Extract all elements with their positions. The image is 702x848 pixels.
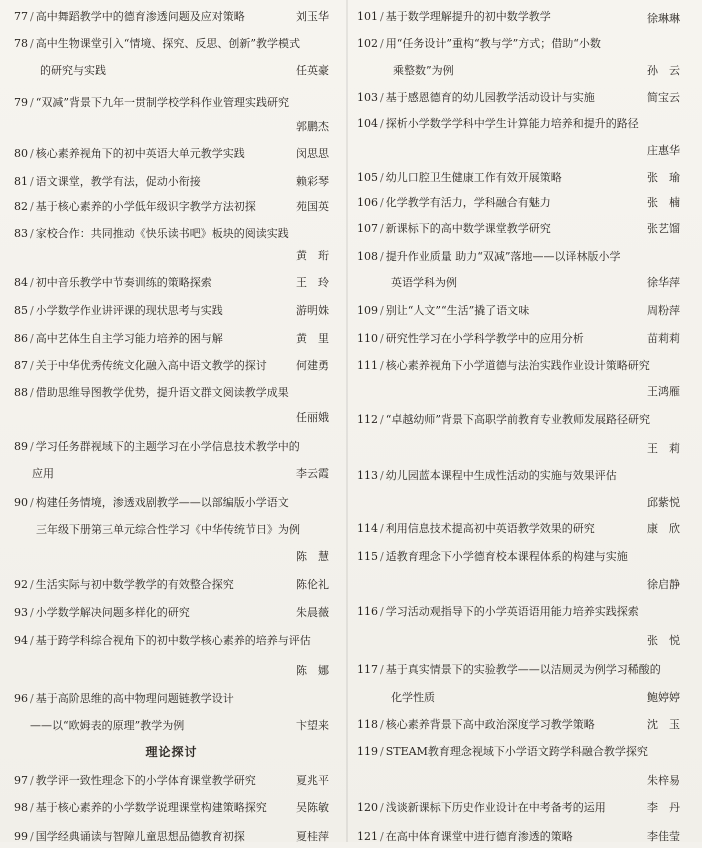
entry-title-continued: 三年级下册第三单元综合性学习《中华传统节日》为例 (36, 523, 300, 536)
entry-page-number: 117 (357, 663, 378, 676)
entry-author: 李 丹 (647, 801, 680, 814)
entry-title: 基于跨学科综合视角下的初中数学核心素养的培养与评估 (35, 634, 311, 647)
entry-title: 提升作业质量 助力“双减”落地——以译林版小学 (385, 250, 621, 263)
entry-page-number: 97 (14, 774, 28, 787)
entry-author: 徐琳琳 (647, 12, 680, 25)
toc-entry (14, 92, 304, 114)
entry-separator: / (380, 469, 384, 482)
entry-author: 王 玲 (296, 276, 329, 289)
toc-entry (14, 272, 304, 294)
toc-entry (14, 770, 304, 792)
entry-separator: / (30, 496, 34, 509)
entry-page-number: 121 (357, 830, 378, 843)
entry-title: 教学评一致性理念下的小学体育课堂教学研究 (35, 774, 256, 787)
entry-title: 生活实际与初中数学教学的有效整合探究 (35, 578, 234, 591)
toc-entry (14, 143, 304, 165)
entry-separator: / (30, 359, 34, 372)
entry-title: 基于真实情景下的实验教学——以洁厕灵为例学习稀酸的 (385, 663, 661, 676)
entry-page-number: 93 (14, 606, 28, 619)
entry-title: 构建任务情境，渗透戏剧教学——以部编版小学语文 (35, 496, 289, 509)
entry-page-number: 106 (357, 196, 378, 209)
entry-separator: / (30, 200, 34, 213)
entry-title: 学习任务群视域下的主题学习在小学信息技术教学中的 (35, 440, 300, 453)
entry-separator: / (380, 605, 384, 618)
toc-entry (14, 574, 304, 596)
entry-title: 在高中体育课堂中进行德育渗透的策略 (385, 830, 573, 843)
entry-page-number: 114 (357, 522, 378, 535)
entry-title: 国学经典诵读与智障儿童思想品德教育初探 (35, 830, 245, 843)
entry-author: 刘玉华 (296, 10, 329, 23)
entry-title: 化学教学有活力，学科融合有魅力 (385, 196, 551, 209)
entry-title: 基于核心素养的小学低年级识字教学方法初探 (35, 200, 256, 213)
entry-page-number: 77 (14, 10, 28, 23)
entry-author: 陈 慧 (296, 550, 329, 563)
entry-author: 郭鹏杰 (296, 120, 329, 133)
entry-author: 任英豪 (296, 64, 329, 77)
entry-separator: / (380, 830, 384, 843)
toc-entry (357, 826, 679, 848)
entry-title: “卓越幼师”背景下高职学前教育专业教师发展路径研究 (385, 413, 650, 426)
entry-page-number: 98 (14, 801, 28, 814)
toc-entry (357, 328, 679, 350)
entry-page-number: 111 (357, 359, 378, 372)
entry-page-number: 101 (357, 10, 378, 23)
entry-author: 黄 珩 (296, 249, 329, 262)
toc-entry (14, 382, 304, 404)
entry-title: 利用信息技术提高初中英语教学效果的研究 (385, 522, 595, 535)
entry-title: 高中艺体生自主学习能力培养的困与解 (35, 332, 223, 345)
entry-page-number: 89 (14, 440, 28, 453)
toc-entry (14, 826, 304, 848)
toc-entry (14, 602, 304, 624)
entry-separator: / (380, 91, 384, 104)
entry-separator: / (380, 745, 384, 758)
entry-title: 学习活动观指导下的小学英语语用能力培养实践探索 (385, 605, 639, 618)
entry-separator: / (30, 37, 34, 50)
entry-page-number: 120 (357, 801, 378, 814)
toc-entry (14, 196, 304, 218)
entry-separator: / (30, 578, 34, 591)
entry-author: 李佳莹 (647, 830, 680, 843)
toc-entry (14, 436, 304, 458)
toc-entry (14, 688, 304, 710)
entry-title: 核心素养视角下小学道德与法治实践作业设计策略研究 (385, 359, 650, 372)
entry-separator: / (380, 250, 384, 263)
entry-author: 何建勇 (296, 359, 329, 372)
entry-title: 适教育理念下小学德育校本课程体系的构建与实施 (385, 550, 628, 563)
toc-entry (357, 465, 679, 487)
toc-entry (14, 300, 304, 322)
entry-separator: / (380, 222, 384, 235)
entry-page-number: 88 (14, 386, 28, 399)
entry-separator: / (380, 332, 384, 345)
entry-page-number: 81 (14, 175, 28, 188)
entry-author: 庄惠华 (647, 144, 680, 157)
entry-page-number: 78 (14, 37, 28, 50)
entry-author: 夏桂萍 (296, 830, 329, 843)
entry-separator: / (380, 37, 384, 50)
entry-separator: / (30, 606, 34, 619)
entry-title: 基于高阶思维的高中物理问题链教学设计 (35, 692, 234, 705)
entry-author: 苑国英 (296, 200, 329, 213)
entry-title: 关于中华优秀传统文化融入高中语文教学的探讨 (35, 359, 267, 372)
section-heading: 理论探讨 (145, 745, 198, 759)
entry-title: 核心素养视角下的初中英语大单元教学实践 (35, 147, 245, 160)
entry-page-number: 86 (14, 332, 28, 345)
entry-title-continued: 英语学科为例 (391, 276, 457, 289)
toc-entry (357, 6, 679, 28)
toc-entry (357, 741, 679, 763)
entry-separator: / (380, 522, 384, 535)
entry-page-number: 99 (14, 830, 28, 843)
entry-separator: / (30, 440, 34, 453)
toc-entry (14, 6, 304, 28)
entry-separator: / (30, 304, 34, 317)
toc-entry (357, 300, 679, 322)
toc-entry (357, 601, 679, 623)
entry-title: 探析小学数学学科中学生计算能力培养和提升的路径 (385, 117, 639, 130)
toc-entry (14, 797, 304, 819)
entry-author: 吴陈敏 (296, 801, 329, 814)
entry-author: 张艺馏 (647, 222, 680, 235)
toc-entry (14, 355, 304, 377)
entry-title-continued: 乘整数”为例 (393, 64, 454, 77)
entry-separator: / (30, 175, 34, 188)
entry-page-number: 104 (357, 117, 378, 130)
entry-title: 基于核心素养的小学数学说理课堂构建策略探究 (35, 801, 267, 814)
entry-page-number: 110 (357, 332, 378, 345)
entry-separator: / (380, 196, 384, 209)
toc-entry (14, 328, 304, 350)
entry-separator: / (380, 550, 384, 563)
entry-author: 黄 里 (296, 332, 329, 345)
toc-entry (357, 546, 679, 568)
entry-page-number: 115 (357, 550, 378, 563)
toc-entry (14, 492, 304, 514)
entry-author: 张 楠 (647, 196, 680, 209)
entry-separator: / (30, 10, 34, 23)
toc-entry (357, 192, 679, 214)
entry-author: 夏兆平 (296, 774, 329, 787)
entry-separator: / (380, 10, 384, 23)
toc-entry (14, 630, 311, 652)
entry-title: 小学数学作业讲评课的现状思考与实践 (35, 304, 223, 317)
entry-author: 周粉萍 (647, 304, 680, 317)
entry-author: 李云霞 (296, 467, 329, 480)
entry-title: 幼儿园蓝本课程中生成性活动的实施与效果评估 (385, 469, 617, 482)
entry-author: 邱紫悦 (647, 496, 680, 509)
entry-title: 幼儿口腔卫生健康工作有效开展策略 (385, 171, 562, 184)
entry-separator: / (30, 692, 34, 705)
entry-page-number: 103 (357, 91, 378, 104)
entry-title: 新课标下的高中数学课堂教学研究 (385, 222, 551, 235)
entry-author: 王鸿雁 (647, 385, 680, 398)
entry-separator: / (30, 276, 34, 289)
toc-entry (357, 218, 679, 240)
entry-author: 简宝云 (647, 91, 680, 104)
entry-page-number: 90 (14, 496, 28, 509)
entry-separator: / (30, 332, 34, 345)
entry-separator: / (380, 663, 384, 676)
entry-author: 王 莉 (647, 442, 680, 455)
toc-entry (357, 409, 679, 431)
entry-page-number: 84 (14, 276, 28, 289)
toc-entry (357, 246, 679, 268)
entry-author: 康 欣 (647, 522, 680, 535)
entry-separator: / (30, 830, 34, 843)
entry-separator: / (380, 718, 384, 731)
entry-author: 游明姝 (296, 304, 329, 317)
entry-title: 借助思维导图教学优势，提升语文群文阅读教学成果 (35, 386, 289, 399)
entry-author: 沈 玉 (647, 718, 680, 731)
toc-entry (357, 518, 679, 540)
entry-separator: / (30, 96, 34, 109)
entry-author: 张 瑜 (647, 171, 680, 184)
entry-author: 朱晨薇 (296, 606, 329, 619)
entry-separator: / (380, 171, 384, 184)
entry-separator: / (380, 413, 384, 426)
entry-separator: / (30, 227, 34, 240)
entry-separator: / (30, 774, 34, 787)
entry-title-continued: 应用 (32, 467, 54, 480)
entry-separator: / (30, 386, 34, 399)
entry-separator: / (380, 359, 384, 372)
entry-author: 徐启静 (647, 578, 680, 591)
entry-title: 高中生物课堂引入“情境、探究、反思、创新”教学模式 (35, 37, 300, 50)
entry-page-number: 108 (357, 250, 378, 263)
entry-author: 鲍婷婷 (647, 691, 680, 704)
entry-title: 别让“人文”“生活”撬了语文味 (385, 304, 530, 317)
entry-title: 基于数学理解提升的初中数学教学 (385, 10, 551, 23)
entry-page-number: 96 (14, 692, 28, 705)
entry-page-number: 85 (14, 304, 28, 317)
entry-author: 卞望来 (296, 719, 329, 732)
entry-page-number: 116 (357, 605, 378, 618)
toc-entry (357, 355, 679, 377)
entry-page-number: 105 (357, 171, 378, 184)
entry-author: 陈伦礼 (296, 578, 329, 591)
entry-page-number: 102 (357, 37, 378, 50)
entry-title: 浅谈新课标下历史作业设计在中考备考的运用 (385, 801, 606, 814)
entry-author: 苗莉莉 (647, 332, 680, 345)
entry-page-number: 112 (357, 413, 378, 426)
entry-separator: / (380, 801, 384, 814)
toc-entry (14, 223, 304, 245)
toc-entry (357, 113, 679, 135)
entry-separator: / (380, 304, 384, 317)
entry-separator: / (30, 801, 34, 814)
toc-entry (14, 171, 304, 193)
entry-title-continued: ——以“欧姆表的原理”教学为例 (30, 719, 185, 732)
entry-title: 初中音乐教学中节奏训练的策略探索 (35, 276, 212, 289)
entry-title: 语文课堂，教学有法，促动小衔接 (35, 175, 201, 188)
entry-page-number: 80 (14, 147, 28, 160)
entry-separator: / (380, 117, 384, 130)
toc-entry (357, 797, 679, 819)
toc-entry (357, 167, 679, 189)
entry-author: 孙 云 (647, 64, 680, 77)
entry-title: STEAM教育理念视域下小学语文跨学科融合教学探究 (385, 745, 648, 758)
entry-title-continued: 的研究与实践 (40, 64, 106, 77)
entry-author: 闵思思 (296, 147, 329, 160)
entry-page-number: 87 (14, 359, 28, 372)
entry-title: 用“任务设计”重构“教与学”方式；借助“小数 (385, 37, 601, 50)
entry-title: “双减”背景下九年一贯制学校学科作业管理实践研究 (35, 96, 289, 109)
toc-entry (357, 659, 679, 681)
entry-title: 研究性学习在小学科学教学中的应用分析 (385, 332, 584, 345)
entry-page-number: 94 (14, 634, 28, 647)
entry-page-number: 119 (357, 745, 378, 758)
entry-title-continued: 化学性质 (391, 691, 435, 704)
entry-author: 张 悦 (647, 634, 680, 647)
entry-author: 徐华萍 (647, 276, 680, 289)
toc-entry (357, 87, 679, 109)
entry-title: 高中舞蹈教学中的德育渗透问题及应对策略 (35, 10, 245, 23)
entry-title: 核心素养背景下高中政治深度学习教学策略 (385, 718, 595, 731)
entry-title: 小学数学解决问题多样化的研究 (35, 606, 190, 619)
toc-entry (14, 33, 304, 55)
entry-page-number: 113 (357, 469, 378, 482)
entry-page-number: 118 (357, 718, 378, 731)
entry-separator: / (30, 634, 34, 647)
toc-entry (357, 33, 679, 55)
entry-page-number: 83 (14, 227, 28, 240)
entry-author: 任丽娥 (296, 411, 329, 424)
entry-author: 赖彩琴 (296, 175, 329, 188)
page-gutter (346, 0, 348, 842)
toc-entry (357, 714, 679, 736)
entry-author: 陈 娜 (296, 664, 329, 677)
entry-page-number: 107 (357, 222, 378, 235)
entry-page-number: 92 (14, 578, 28, 591)
entry-title: 基于感恩德育的幼儿园教学活动设计与实施 (385, 91, 595, 104)
entry-page-number: 82 (14, 200, 28, 213)
entry-title: 家校合作：共同推动《快乐读书吧》板块的阅读实践 (35, 227, 289, 240)
entry-page-number: 79 (14, 96, 28, 109)
entry-separator: / (30, 147, 34, 160)
entry-page-number: 109 (357, 304, 378, 317)
entry-author: 朱梓易 (647, 774, 680, 787)
